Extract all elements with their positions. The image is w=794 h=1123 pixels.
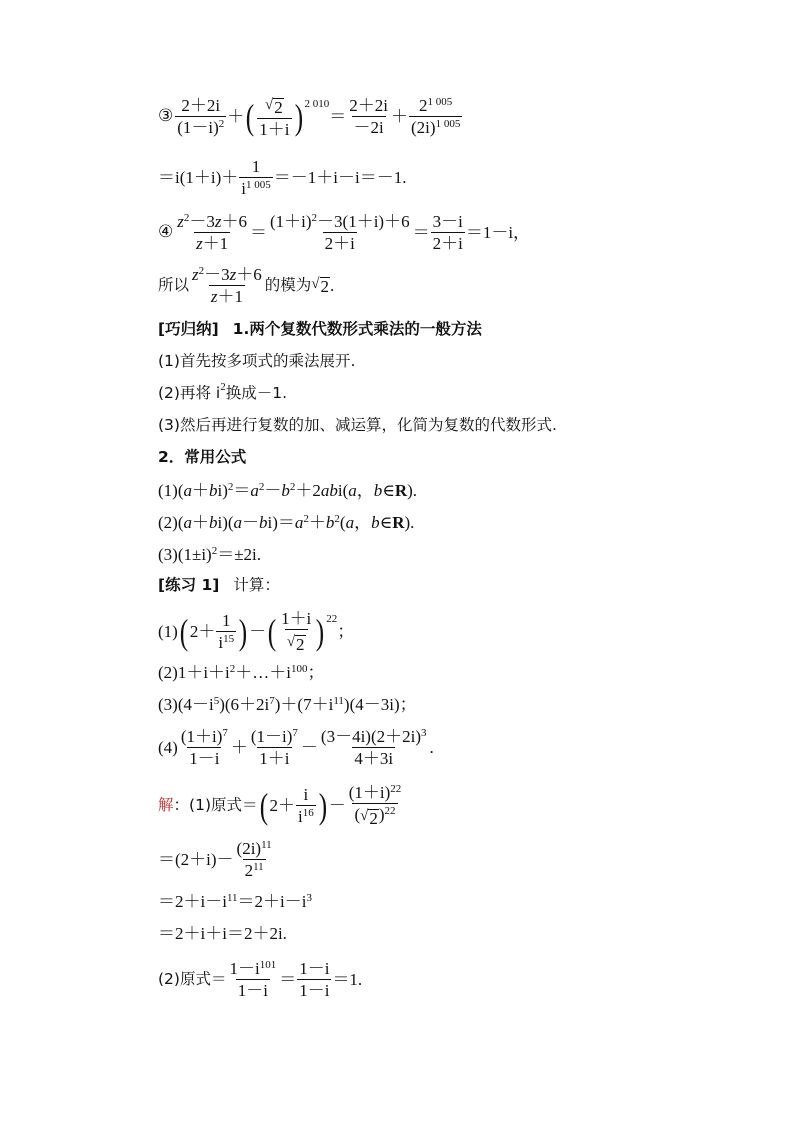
solution-label: 解 (158, 795, 174, 814)
summary-step2: (2)再将 i $^2$ 换成－1. (158, 381, 287, 402)
formula-1: $(1)(a+bi)^2=a^2-b^2+2abi(a$，b∈R). (158, 480, 418, 500)
solution-1-prefix: (1)原式＝ (189, 795, 258, 814)
fraction: $\frac{(1-i)^7}{1+i}$ (250, 726, 298, 768)
line-modulus: 所以 $\frac{z^2-3z+6}{z+1}$ 的模为 √ 2 . (158, 264, 335, 306)
formulas-title (158, 450, 246, 466)
solution-1-step3: $=2+i-i^{11}=2+i-i^3$ (158, 891, 312, 911)
fraction: $\frac{i}{i^{16}}$ (298, 785, 314, 826)
fraction: $\frac{2+2i}{-2i}$ (349, 96, 389, 137)
step-1-text: (1)首先按多项式的乘法展开. (158, 352, 356, 370)
exercise-4: (4) $\frac{(1+i)^7}{1-i}$ ＋ $\frac{(1-i)^7}{1+i}$ － $\frac{(3-4i)(2+2i)^3}{4+3i}$ . (158, 726, 434, 768)
fraction: $\frac{(1+i)^7}{1-i}$ (180, 726, 228, 768)
fraction: $\frac{3-i}{2+i}$ (432, 212, 463, 253)
solution-2-prefix: (2)原式＝ (158, 969, 227, 988)
exercise-3: $(3)(4-i^5)(6+2i^7)+(7+i^{11})(4-3i)$； (158, 694, 417, 714)
solution-1-step2: ＝(2＋i)－ $\frac{(2i)^{11}}{2^{11}}$ (158, 838, 272, 880)
fraction: $\frac{z^2-3z+6}{z+1}$ (177, 211, 247, 253)
fraction: $\frac{2^{1 005}}{(2i)^{1 005}}$ (411, 95, 461, 137)
exercise-1: (1) ( 2＋ $\frac{1}{i^{15}}$ ) － ( 1＋i √ 2 ) $^{22}$ ； (158, 609, 355, 654)
solution-colon: ： (173, 795, 190, 814)
exercise-2: $(2)1+i+i^2+\dots+i^{100}$； (158, 662, 325, 682)
fraction: $\frac{1}{i^{15}}$ (218, 611, 235, 652)
fraction: $\frac{2+2i}{(1-i)^2}$ (177, 96, 225, 137)
exercise-title (158, 578, 280, 594)
fraction: $\frac{(2i)^{11}}{2^{11}}$ (236, 838, 272, 880)
circled-3: ③ (158, 106, 174, 126)
summary-tag: [巧归纳] (158, 320, 219, 338)
line-eq-3-cont: ＝i(1＋i)＋ $\frac{1}{i^{1 005}}$ ＝－1＋i－i＝－1. (158, 157, 407, 198)
step-2-text-b: 换成－1. (225, 384, 287, 402)
fraction: $\frac{1-i}{1-i}$ (299, 959, 330, 1000)
summary-heading: 1.两个复数代数形式乘法的一般方法 (232, 320, 482, 338)
exercise-prompt: 计算： (233, 576, 280, 594)
formula-3: $(3)(1\pm i)^2=\pm 2i$. (158, 544, 262, 564)
fraction: $\frac{1}{i^{1 005}}$ (241, 157, 271, 198)
circled-4: ④ (158, 222, 174, 242)
summary-step3 (158, 418, 557, 434)
summary-step1 (158, 354, 355, 370)
line-eq-4: ④ $\frac{z^2-3z+6}{z+1}$ ＝ $\frac{(1+i)^2-3(1+i)+6}{2+i}$ ＝ $\frac{3-i}{2+i}$ ＝1－i， (158, 211, 531, 253)
fraction: $\frac{(3-4i)(2+2i)^3}{4+3i}$ (320, 726, 427, 768)
fraction: $(1+i)^{22}$ ( √ 2 )$^{22}$ (348, 782, 402, 828)
exercise-tag: [练习 1] (158, 576, 220, 594)
step-2-text-a: (2)再将 i (158, 384, 221, 402)
summary-title (158, 322, 482, 338)
fraction: 1＋i √ 2 (281, 609, 312, 654)
solution-1-step4: ＝2＋i＋i＝2＋2i. (158, 924, 287, 943)
fraction: $\frac{z^2-3z+6}{z+1}$ (192, 264, 262, 306)
line-eq-3: ③ $\frac{2+2i}{(1-i)^2}$ ＋ ( √ 2 1＋i ) $^{2 010}$ ＝ $\frac{2+2i}{-2i}$ ＋ $\frac{2^{1 005}}{(2i)^{1 005}}$ (158, 95, 461, 139)
fraction: $\frac{1-i^{101}}{1-i}$ (229, 958, 277, 1000)
solution-2: (2)原式＝ $\frac{1-i^{101}}{1-i}$ ＝ $\frac{1-i}{1-i}$ ＝1. (158, 958, 363, 1000)
prefix-text: 所以 (158, 275, 190, 294)
fraction: $\frac{(1+i)^2-3(1+i)+6}{2+i}$ (270, 211, 410, 253)
step-3-text: (3)然后再进行复数的加、减运算，化简为复数的代数形式. (158, 416, 557, 434)
solution-1: 解 ： (1)原式＝ ( 2＋ $\frac{i}{i^{16}}$ ) － $(1+i)^{22}$ ( √ 2 )$^{22}$ (158, 782, 402, 828)
formula-2: $(2)(a+bi)(a-bi)=a^2+b^2(a$，b∈R). (158, 512, 415, 532)
modulus-text: 的模为 (264, 275, 312, 294)
fraction: √ 2 1＋i (259, 97, 290, 139)
formulas-heading: 2．常用公式 (158, 448, 247, 466)
